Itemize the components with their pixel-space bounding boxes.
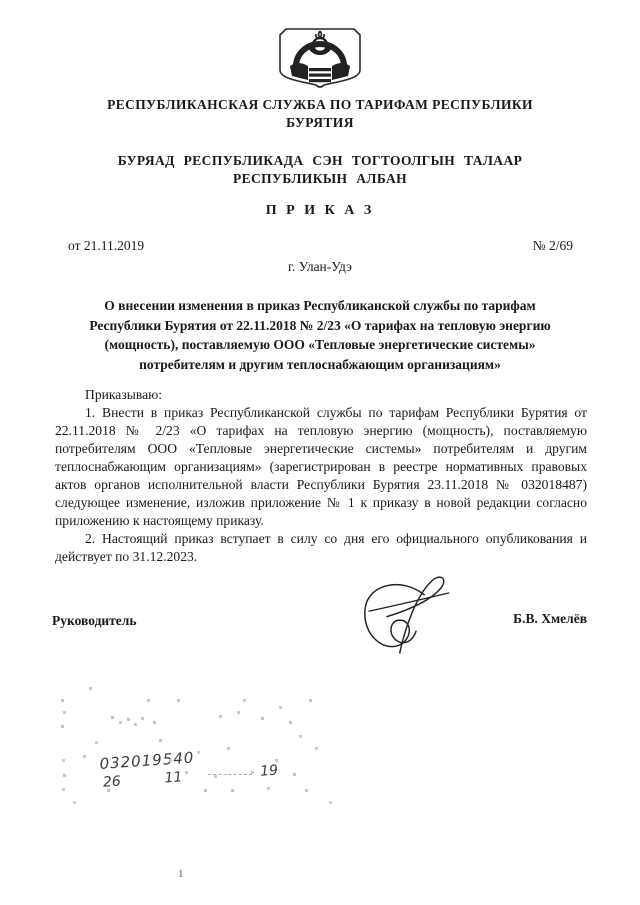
body-intro: Приказываю: [85,387,163,402]
handwritten-signature [338,566,456,660]
date-number-row [68,238,573,254]
org-name-buryat-line1: БУРЯАД РЕСПУБЛИКАДА СЭН ТОГТООЛГЫН ТАЛААР [117,153,523,168]
org-name-buryat-line2: РЕСПУБЛИКЫН АЛБАН [232,171,408,186]
handwritten-month: 11 [164,769,183,787]
subject-line: О внесении изменения в приказ Республиканской службы по тарифам [104,298,536,313]
handwritten-registry-number: 032019540 [98,748,195,773]
body-paragraph-2: 2. Настоящий приказ вступает в силу со дня его официального опубликования и действует по 31.12.2023. [55,531,587,564]
body-paragraph-1: 1. Внести в приказ Республиканской службы по тарифам Республики Бурятия от 22.11.2018 № 2/23 «О тарифах на тепловую энергию (мощность), поставляемую потребителям ООО «Тепловые энергетические системы» потребителям и другим теплоснабжающим организациям» (зарегистрирован в реестре нормативных правовых актов органов исполнительной власти Республики Бурятия 23.11.2018 № 032018487) следующее изменение, изложив приложение № 1 к приказу в новой редакции согласно приложению к настоящему приказу. [55,405,587,528]
document-number: № 2/69 [532,238,573,253]
stamp-dash-line [208,774,252,775]
subject-line: Республики Бурятия от 22.11.2018 № 2/23 «О тарифах на тепловую энергию [89,317,551,333]
subject-line: (мощность), поставляемую ООО «Тепловые энергетические системы» [104,337,536,352]
org-name-russian [50,96,590,132]
document-type-title: П Р И К А З [265,203,375,218]
document-body [55,386,587,566]
org-name-russian-line2: БУРЯТИЯ [286,115,354,130]
coat-of-arms-buryatia-icon [278,28,362,89]
signatory-position: Руководитель [52,613,137,628]
document-city: г. Улан-Удэ [288,259,352,274]
handwritten-registration [99,741,301,791]
document-date: от 21.11.2019 [68,238,145,253]
handwritten-day: 26 [102,773,122,791]
document-subject [40,296,600,374]
org-name-russian-line1: РЕСПУБЛИКАНСКАЯ СЛУЖБА ПО ТАРИФАМ РЕСПУБЛИКИ [107,97,533,112]
page-number: 1 [178,868,184,880]
org-name-buryat [50,152,590,188]
signatory-name: Б.В. Хмелёв [513,611,587,626]
scan-noise-speckles [0,0,1,1]
handwritten-year: 19 [259,762,279,780]
subject-line: потребителям и другим теплоснабжающим организациям» [139,356,501,372]
